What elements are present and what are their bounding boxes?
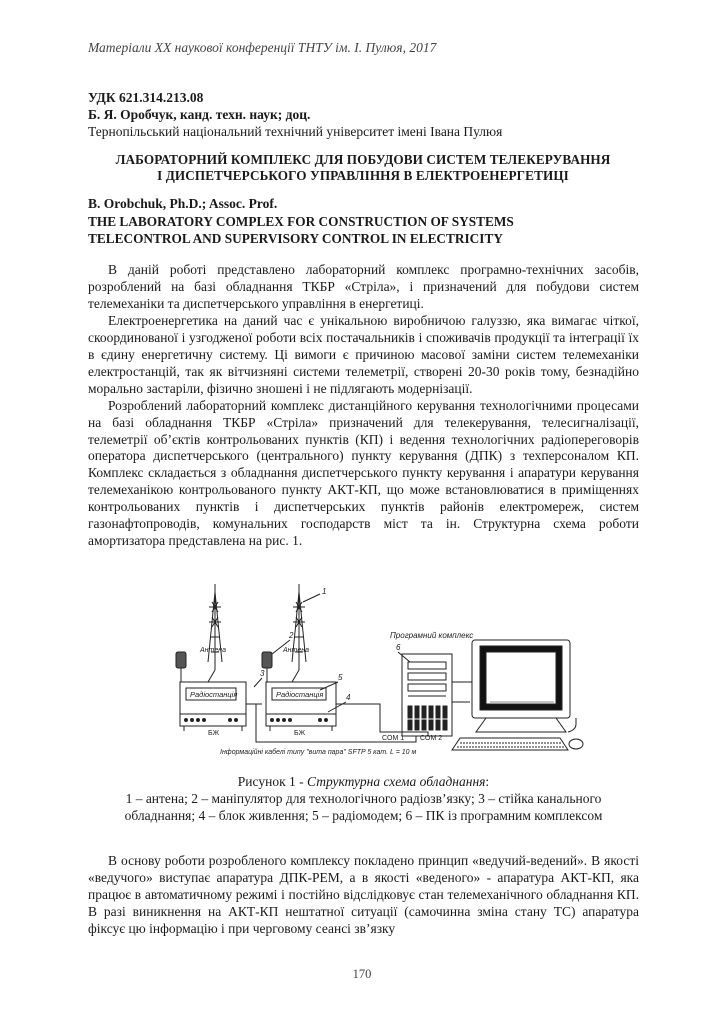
label-num-5: 5 bbox=[338, 673, 343, 682]
label-antenna-right: Антена bbox=[283, 647, 309, 654]
label-antenna-left: Антена bbox=[200, 647, 226, 654]
label-com2: COM 2 bbox=[420, 735, 443, 742]
page-number: 170 bbox=[352, 967, 372, 981]
running-head: Матеріали XX наукової конференції ТНТУ ім. І. Пулюя, 2017 bbox=[88, 40, 437, 55]
figure-caption-title bbox=[88, 773, 639, 790]
figure-caption bbox=[88, 773, 639, 824]
title-en-line2: TELECONTROL AND SUPERVISORY CONTROL IN ELECTRICITY bbox=[88, 231, 503, 246]
pc-monitor bbox=[472, 640, 570, 732]
figure-legend-line1: 1 – антена; 2 – маніпулятор для технологічного радіозв’язку; 3 – стійка канального bbox=[125, 791, 602, 806]
antenna-left bbox=[208, 584, 222, 682]
label-radio-right: Радіостанція bbox=[276, 690, 324, 699]
label-bzh-left: БЖ bbox=[208, 730, 220, 737]
label-radio-left: Радіостанція bbox=[190, 690, 238, 699]
label-com1: COM 1 bbox=[382, 735, 405, 742]
body-section-1 bbox=[88, 262, 639, 550]
body-section-2 bbox=[88, 853, 639, 938]
udc-code: УДК 621.314.213.08 bbox=[88, 90, 204, 105]
label-num-6: 6 bbox=[396, 643, 401, 652]
caption-colon: : bbox=[485, 774, 490, 789]
leader-1 bbox=[303, 594, 320, 602]
caption-title: Структурна схема обладнання bbox=[307, 774, 486, 789]
pc-mouse bbox=[568, 718, 583, 749]
author-ua: Б. Я. Оробчук, канд. техн. наук; доц. bbox=[88, 107, 311, 122]
pc-keyboard bbox=[452, 738, 568, 750]
author-en: B. Orobchuk, Ph.D.; Assoc. Prof. bbox=[88, 196, 278, 211]
caption-prefix: Рисунок 1 - bbox=[237, 774, 307, 789]
affiliation: Тернопільський національний технічний університет імені Івана Пулюя bbox=[88, 124, 503, 139]
label-cable: Інформаційні кабелі типу "вита пара" SFTP 5 кат. L = 10 м bbox=[220, 749, 417, 756]
title-ua bbox=[88, 152, 638, 184]
paragraph-3: Розроблений лабораторний комплекс дистанційного керування технологічними процесами на базі обладнання ТКБР «Стріла» призначений для телекерування, телесигналізації, телеметрії об’єктів контрольованих пунктів (КП) і ведення технологічних радіопереговорів оператора диспетчерського (центрального) пункту керування (ДПК) з техперсоналом КП. Комплекс складається з обладнання диспетчерського пункту керування і апаратури керування телемеханікою контрольованого пункту АКТ-КП, що може встановлюватися в приміщеннях контрольованих пунктів і диспетчерських пунктів районів електромереж, систем газонафтопроводів, комунальних господарств міст та ін. Структурна схема роботи амортизатора представлена на рис. 1. bbox=[88, 397, 639, 549]
figure-legend-line2: обладнання; 4 – блок живлення; 5 – радіомодем; 6 – ПК із програмним комплексом bbox=[124, 808, 603, 823]
figure-1-drawing bbox=[170, 582, 630, 762]
title-en bbox=[88, 213, 514, 247]
pc-tower bbox=[402, 654, 452, 736]
label-bzh-right: БЖ bbox=[294, 730, 306, 737]
title-en-line1: THE LABORATORY COMPLEX FOR CONSTRUCTION OF SYSTEMS bbox=[88, 214, 514, 229]
title-ua-line2: І ДИСПЕТЧЕРСЬКОГО УПРАВЛІННЯ В ЕЛЕКТРОЕНЕРГЕТИЦІ bbox=[157, 168, 569, 183]
antenna-right bbox=[292, 584, 306, 682]
paragraph-1: В даній роботі представлено лабораторний комплекс програмно-технічних засобів, розроблений на базі обладнання ТКБР «Стріла», і призначений для побудови систем телемеханіки та диспетчерського управління в енергетиці. bbox=[88, 262, 639, 311]
label-num-1: 1 bbox=[322, 587, 327, 596]
label-num-3: 3 bbox=[260, 669, 265, 678]
title-ua-line1: ЛАБОРАТОРНИЙ КОМПЛЕКС ДЛЯ ПОБУДОВИ СИСТЕМ ТЕЛЕКЕРУВАННЯ bbox=[115, 152, 611, 167]
label-num-2: 2 bbox=[289, 631, 294, 640]
label-program-complex: Програмний комплекс bbox=[390, 631, 474, 640]
paragraph-4: В основу роботи розробленого комплексу покладено принцип «ведучий-ведений». В якості «ведучого» виступає апаратура ДПК-РЕМ, а в якості «веденого» - апаратура АКТ-КП, яка працює в автоматичному режимі і постійно відслідковує стан телемеханічного обладнання КП. В разі виникнення на АКТ-КП нештатної ситуації (самочинна зміна стану ТС) апаратура фіксує цю інформацію і при черговому сеансі зв’язку bbox=[88, 853, 639, 936]
figure-1 bbox=[170, 582, 630, 762]
leader-3 bbox=[254, 678, 262, 687]
paragraph-2: Електроенергетика на даний час є унікальною виробничою галуззю, яка вимагає чіткої, скоординованої і узгодженої роботи всіх постачальників і споживачів продукції та інтеграції їх в єдину енергетичну систему. Ці вимоги є причиною масової заміни систем телемеханіки електростанцій, так як вітчизняні системи телеметрії, створені 20-30 років тому, безнадійно морально застаріли, фізично зношені і не підлягають модернізації. bbox=[88, 312, 639, 396]
label-num-4: 4 bbox=[346, 693, 351, 702]
